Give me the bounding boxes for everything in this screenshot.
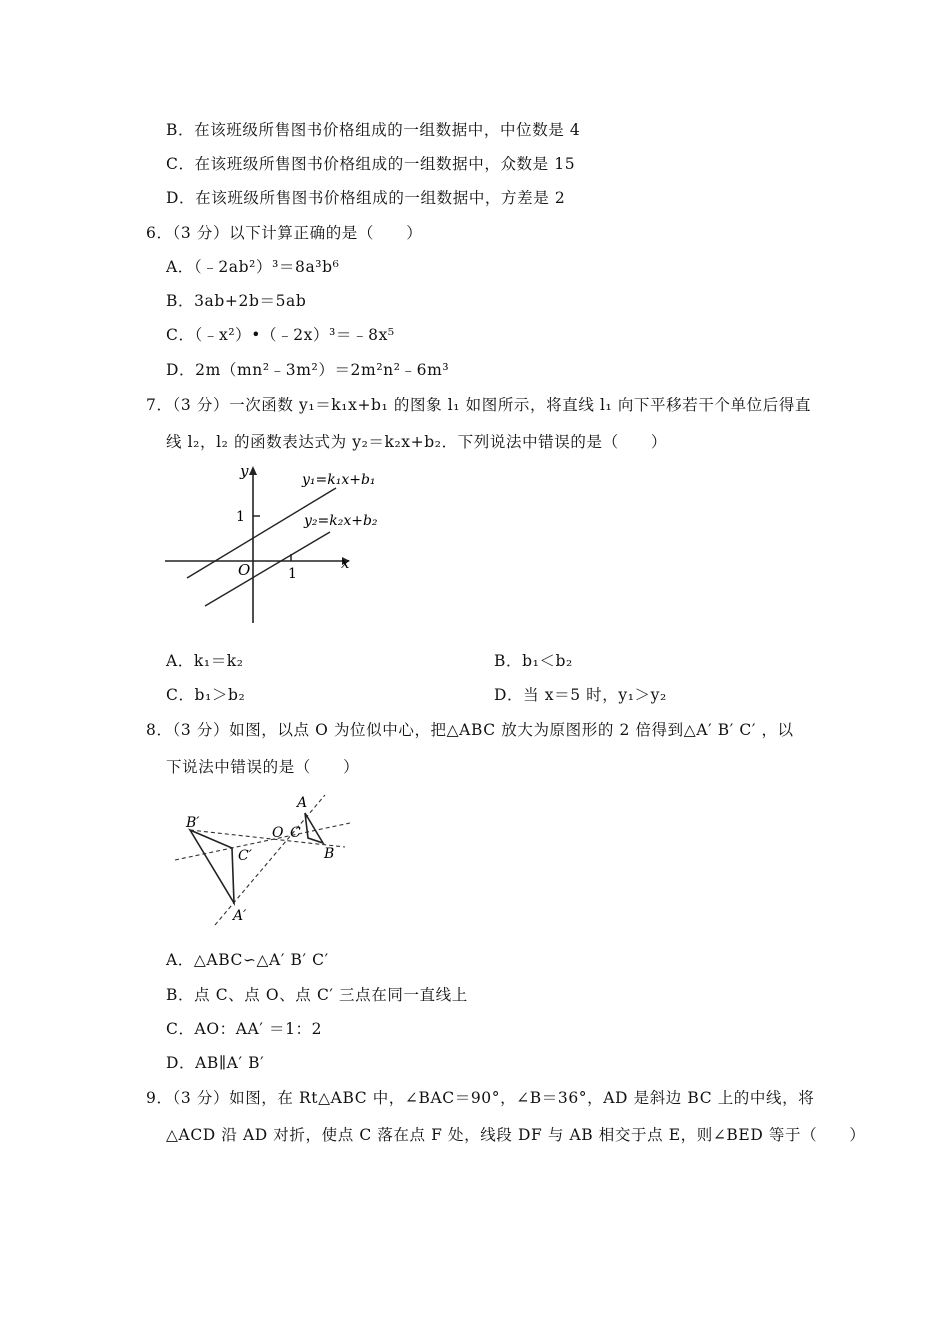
fig7-line1-label: y₁=k₁x+b₁ <box>302 472 376 488</box>
fig7-origin-label: O <box>238 561 251 579</box>
q5-option-d: D．在该班级所售图书价格组成的一组数据中，方差是 2 <box>166 189 566 207</box>
q7-stem-line2: 线 l₂，l₂ 的函数表达式为 y₂＝k₂x+b₂．下列说法中错误的是（ ） <box>166 433 667 451</box>
q8-option-d: D．AB∥A′ B′ <box>166 1054 265 1072</box>
q6-stem: 6．（3 分）以下计算正确的是（ ） <box>146 224 423 242</box>
fig7-y-tick-label: 1 <box>236 509 245 525</box>
q7-option-a: A．k₁＝k₂ <box>166 652 244 670</box>
fig8-label-b: B <box>324 846 335 862</box>
fig7-line2-label: y₂=k₂x+b₂ <box>304 513 378 529</box>
q6-option-b: B．3ab+2b＝5ab <box>166 292 307 310</box>
q8-option-b: B．点 C、点 O、点 C′ 三点在同一直线上 <box>166 986 468 1004</box>
fig8-label-c: C <box>290 825 301 841</box>
q5-option-c: C．在该班级所售图书价格组成的一组数据中，众数是 15 <box>166 155 576 173</box>
fig8-label-a-prime: A′ <box>233 908 247 924</box>
q9-stem-line1: 9．（3 分）如图，在 Rt△ABC 中，∠BAC＝90°，∠B＝36°，AD 是斜边 BC 上的中线，将 <box>146 1089 815 1107</box>
q7-stem-line1: 7．（3 分）一次函数 y₁＝k₁x+b₁ 的图象 l₁ 如图所示，将直线 l₁ 向下平移若干个单位后得直 <box>146 396 812 414</box>
q7-option-b: B．b₁＜b₂ <box>494 652 573 670</box>
q8-stem-line2: 下说法中错误的是（ ） <box>166 758 360 776</box>
fig8-label-c-prime: C′ <box>238 848 252 864</box>
q7-option-d: D．当 x＝5 时，y₁＞y₂ <box>494 686 667 704</box>
q8-stem-line1: 8．（3 分）如图，以点 O 为位似中心，把△ABC 放大为原图形的 2 倍得到△A′ B′ C′ ，以 <box>146 721 794 739</box>
fig7-y-label: y <box>240 462 249 480</box>
q6-option-d: D．2m（mn²﹣3m²）＝2m²n²﹣6m³ <box>166 361 450 379</box>
fig7-x-tick-label: 1 <box>288 566 297 582</box>
q8-option-c: C．AO：AA′ ＝1：2 <box>166 1020 323 1038</box>
q8-option-a: A．△ABC∽△A′ B′ C′ <box>166 951 329 969</box>
fig7-x-label: x <box>341 554 350 572</box>
fig8-label-o: O <box>272 825 284 841</box>
q7-figure <box>160 458 400 628</box>
fig8-label-a: A <box>297 795 308 811</box>
q6-option-a: A．（﹣2ab²）³＝8a³b⁶ <box>166 258 340 276</box>
q5-option-b: B．在该班级所售图书价格组成的一组数据中，中位数是 4 <box>166 121 581 139</box>
q7-option-c: C．b₁＞b₂ <box>166 686 246 704</box>
q6-option-c: C．（﹣x²）•（﹣2x）³＝﹣8x⁵ <box>166 326 395 344</box>
q9-stem-line2: △ACD 沿 AD 对折，使点 C 落在点 F 处，线段 DF 与 AB 相交于点 E，则∠BED 等于（ ） <box>166 1126 866 1144</box>
q8-figure <box>160 785 370 935</box>
fig8-label-b-prime: B′ <box>186 815 200 831</box>
